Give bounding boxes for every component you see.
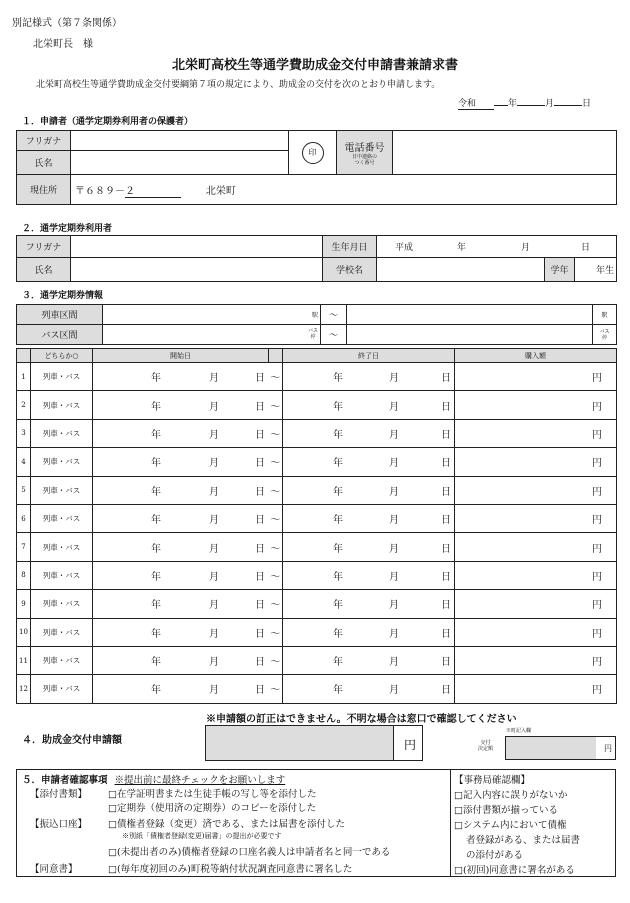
section3-heading: ３．通学定期券情報 — [22, 291, 104, 301]
start-day-label: 日 — [255, 628, 265, 640]
end-day-label: 日 — [441, 515, 451, 527]
pass-row-tilde: ～ — [269, 448, 283, 476]
bank-check-2[interactable]: □(未提出者のみ)債権者登録の口座名義人は申請者名と同一である — [108, 847, 391, 858]
end-year-label: 年 — [333, 515, 343, 527]
end-year-label: 年 — [333, 486, 343, 498]
pass-row-amount[interactable] — [455, 504, 617, 532]
start-year-label: 年 — [151, 486, 161, 498]
amount-yen-label: 円 — [592, 628, 602, 640]
amount-notice: ※申請額の訂正はできません。不明な場合は窓口で確認してください — [206, 714, 517, 725]
applicant-furigana-field[interactable] — [71, 131, 289, 151]
start-month-label: 月 — [209, 486, 219, 498]
start-day-label: 日 — [255, 600, 265, 612]
start-month-label: 月 — [209, 657, 219, 669]
bus-to-stop: バス 停 — [593, 325, 617, 345]
birth-day-label: 日 — [581, 243, 591, 253]
pass-row-start[interactable] — [93, 448, 269, 476]
end-day-label: 日 — [441, 657, 451, 669]
start-year-label: 年 — [151, 571, 161, 583]
grade-field[interactable] — [575, 258, 617, 282]
start-year-label: 年 — [151, 515, 161, 527]
pass-row-tilde: ～ — [269, 675, 283, 703]
pass-choice-header: どちらか○ — [31, 349, 93, 363]
start-month-label: 月 — [209, 373, 219, 385]
pass-row-end[interactable] — [283, 646, 455, 674]
pass-row-number: 7 — [17, 533, 31, 561]
grade-unit: 年生 — [596, 266, 615, 276]
amount-yen-label: 円 — [592, 657, 602, 669]
address-label: 現住所 — [17, 175, 71, 205]
pass-row — [17, 419, 617, 447]
pass-row-type[interactable]: 列車・バス — [31, 419, 93, 447]
birth-month-label: 月 — [521, 243, 531, 253]
end-year-label: 年 — [333, 543, 343, 555]
pass-row — [17, 675, 617, 703]
start-day-label: 日 — [255, 486, 265, 498]
end-month-label: 月 — [389, 571, 399, 583]
pass-row-end[interactable] — [283, 561, 455, 589]
phone-field[interactable] — [393, 131, 617, 175]
bus-to-field[interactable] — [347, 325, 593, 345]
pass-amount-header: 購入額 — [455, 349, 617, 363]
birthdate-field[interactable] — [377, 236, 617, 258]
student-furigana-label: フリガナ — [17, 236, 71, 258]
pass-row-tilde: ～ — [269, 419, 283, 447]
birthdate-label: 生年月日 — [323, 236, 377, 258]
start-month-label: 月 — [209, 685, 219, 697]
pass-row-amount[interactable] — [455, 419, 617, 447]
pass-row-start[interactable] — [93, 561, 269, 589]
pass-row-type[interactable]: 列車・バス — [31, 504, 93, 532]
start-month-label: 月 — [209, 429, 219, 441]
route-table — [16, 304, 617, 345]
start-day-label: 日 — [255, 571, 265, 583]
pass-row-start[interactable] — [93, 419, 269, 447]
end-year-label: 年 — [333, 685, 343, 697]
consent-label: 【同意書】 — [30, 864, 78, 875]
start-year-label: 年 — [151, 401, 161, 413]
pass-row-number: 9 — [17, 590, 31, 618]
amount-box[interactable] — [205, 725, 423, 761]
birth-year-label: 年 — [457, 243, 467, 253]
office-check-2[interactable]: □添付書類が揃っている — [454, 805, 558, 816]
pass-row-type[interactable]: 列車・バス — [31, 448, 93, 476]
grade-label: 学年 — [545, 258, 575, 282]
office-check-3[interactable]: □システム内において債権 — [454, 820, 567, 831]
end-month-label: 月 — [389, 486, 399, 498]
seal-mark: 印 — [302, 142, 324, 164]
pass-row-amount[interactable] — [455, 391, 617, 419]
amount-yen-label: 円 — [592, 429, 602, 441]
end-day-label: 日 — [441, 571, 451, 583]
amount-yen-label: 円 — [592, 685, 602, 697]
pass-row-tilde: ～ — [269, 561, 283, 589]
train-to-station: 駅 — [593, 305, 617, 325]
end-day-label: 日 — [441, 458, 451, 470]
pass-row-end[interactable] — [283, 533, 455, 561]
form-reference: 別記様式（第７条関係） — [12, 18, 122, 29]
pass-row-start[interactable] — [93, 476, 269, 504]
pass-row-number: 11 — [17, 646, 31, 674]
postal-suffix: ２ — [125, 182, 181, 198]
office-check-4[interactable]: □(初回)同意書に署名がある — [454, 865, 575, 876]
start-year-label: 年 — [151, 373, 161, 385]
date-era: 令和 — [458, 96, 494, 110]
section5-heading-note: ※提出前に最終チェックをお願いします — [114, 775, 286, 786]
pass-row-amount[interactable] — [455, 646, 617, 674]
start-year-label: 年 — [151, 458, 161, 470]
amount-yen-label: 円 — [592, 401, 602, 413]
start-day-label: 日 — [255, 429, 265, 441]
pass-row — [17, 391, 617, 419]
bank-note: ※別紙「債権者登録(変更)届書」の提出が必要です — [122, 832, 282, 840]
start-year-label: 年 — [151, 628, 161, 640]
birth-era: 平成 — [395, 243, 414, 253]
amount-yen-label: 円 — [592, 458, 602, 470]
bank-check-1[interactable]: □債権者登録（変更）済である、または届書を添付した — [108, 819, 345, 830]
end-day-label: 日 — [441, 628, 451, 640]
end-year-label: 年 — [333, 628, 343, 640]
pass-row-amount[interactable] — [455, 590, 617, 618]
pass-row-end[interactable] — [283, 391, 455, 419]
start-day-label: 日 — [255, 458, 265, 470]
pass-row-end[interactable] — [283, 363, 455, 391]
attach-label: 【添付書類】 — [30, 789, 88, 800]
pass-row — [17, 646, 617, 674]
pass-row-type[interactable]: 列車・バス — [31, 675, 93, 703]
amount-yen-label: 円 — [592, 486, 602, 498]
office-check-1[interactable]: □記入内容に誤りがないか — [454, 790, 568, 801]
pass-row — [17, 533, 617, 561]
pass-row-number: 12 — [17, 675, 31, 703]
pass-row-number: 3 — [17, 419, 31, 447]
postal-prefix: 〒６８９－ — [75, 185, 125, 197]
amount-yen-label: 円 — [592, 515, 602, 527]
section4-heading: ４．助成金交付申請額 — [22, 735, 122, 746]
end-month-label: 月 — [389, 543, 399, 555]
pass-row — [17, 590, 617, 618]
application-date — [458, 96, 591, 110]
address-field[interactable] — [71, 175, 617, 205]
date-day-label: 日 — [582, 99, 592, 109]
end-day-label: 日 — [441, 429, 451, 441]
start-year-label: 年 — [151, 600, 161, 612]
pass-row-number: 5 — [17, 476, 31, 504]
pass-row-amount[interactable] — [455, 363, 617, 391]
date-month-label: 月 — [545, 99, 555, 109]
start-day-label: 日 — [255, 543, 265, 555]
town-name: 北栄町 — [205, 185, 236, 197]
pass-start-header: 開始日 — [93, 349, 269, 363]
pass-row-number: 2 — [17, 391, 31, 419]
attach-check-2[interactable]: □定期券（使用済の定期券）のコピーを添付した — [108, 803, 317, 814]
pass-row-tilde: ～ — [269, 504, 283, 532]
pass-row-start[interactable] — [93, 363, 269, 391]
pass-row-amount[interactable] — [455, 561, 617, 589]
amount-yen: 円 — [403, 738, 416, 752]
pass-row-start[interactable] — [93, 675, 269, 703]
section5-heading-line — [22, 772, 285, 786]
attach-check-1[interactable]: □在学証明書または生徒手帳の写し等を添付した — [108, 789, 317, 800]
pass-row-tilde: ～ — [269, 533, 283, 561]
bus-tilde: ～ — [321, 325, 347, 345]
end-month-label: 月 — [389, 628, 399, 640]
office-check-3-line3: の添付がある — [466, 850, 524, 861]
intro-text: 北栄町高校生等通学費助成金交付要綱第７項の規定により、助成金の交付を次のとおり申請します。 — [36, 80, 441, 90]
amount-yen-label: 円 — [592, 600, 602, 612]
section5-heading: ５．申請者確認事項 — [22, 775, 108, 786]
phone-label: 電話番号 — [344, 143, 385, 154]
end-month-label: 月 — [389, 373, 399, 385]
pass-row-number: 1 — [17, 363, 31, 391]
pass-row-end[interactable] — [283, 590, 455, 618]
pass-row-start[interactable] — [93, 618, 269, 646]
pass-row-tilde: ～ — [269, 646, 283, 674]
pass-row-tilde: ～ — [269, 590, 283, 618]
end-day-label: 日 — [441, 685, 451, 697]
applicant-name-label: 氏名 — [17, 151, 71, 175]
pass-row-start[interactable] — [93, 504, 269, 532]
end-month-label: 月 — [389, 515, 399, 527]
start-year-label: 年 — [151, 685, 161, 697]
seal-cell — [289, 131, 337, 175]
end-year-label: 年 — [333, 429, 343, 441]
end-month-label: 月 — [389, 657, 399, 669]
pass-row-amount[interactable] — [455, 448, 617, 476]
pass-end-header: 終了日 — [283, 349, 455, 363]
office-check-3-line2: 者登録がある、または届書 — [466, 835, 581, 846]
start-month-label: 月 — [209, 543, 219, 555]
decision-box[interactable] — [505, 736, 616, 760]
pass-row-type[interactable]: 列車・バス — [31, 590, 93, 618]
start-day-label: 日 — [255, 685, 265, 697]
pass-row — [17, 476, 617, 504]
pass-row-number: 8 — [17, 561, 31, 589]
pass-row-amount[interactable] — [455, 618, 617, 646]
start-month-label: 月 — [209, 458, 219, 470]
pass-row-start[interactable] — [93, 533, 269, 561]
start-day-label: 日 — [255, 657, 265, 669]
bank-label: 【振込口座】 — [30, 819, 88, 830]
pass-row — [17, 363, 617, 391]
end-day-label: 日 — [441, 486, 451, 498]
pass-row-amount[interactable] — [455, 533, 617, 561]
end-year-label: 年 — [333, 458, 343, 470]
pass-row-type[interactable]: 列車・バス — [31, 533, 93, 561]
pass-row-number: 4 — [17, 448, 31, 476]
pass-row-tilde: ～ — [269, 476, 283, 504]
phone-label-cell — [337, 131, 393, 175]
end-month-label: 月 — [389, 429, 399, 441]
end-day-label: 日 — [441, 373, 451, 385]
end-month-label: 月 — [389, 458, 399, 470]
section2-heading: ２．通学定期券利用者 — [22, 224, 113, 234]
pass-row — [17, 618, 617, 646]
date-year-label: 年 — [508, 99, 518, 109]
pass-row-tilde: ～ — [269, 363, 283, 391]
amount-yen-label: 円 — [592, 543, 602, 555]
pass-row-number: 10 — [17, 618, 31, 646]
pass-row-tilde: ～ — [269, 391, 283, 419]
office-heading: 【事務局確認欄】 — [454, 775, 531, 786]
pass-row — [17, 504, 617, 532]
consent-check[interactable]: □(毎年度初回のみ)町税等納付状況調査同意書に署名した — [108, 864, 353, 875]
page-title: 北栄町高校生等通学費助成金交付申請書兼請求書 — [171, 58, 458, 73]
pass-row — [17, 561, 617, 589]
end-month-label: 月 — [389, 600, 399, 612]
end-year-label: 年 — [333, 600, 343, 612]
end-day-label: 日 — [441, 600, 451, 612]
pass-row-number: 6 — [17, 504, 31, 532]
end-year-label: 年 — [333, 373, 343, 385]
applicant-name-field[interactable] — [71, 151, 289, 175]
amount-yen-label: 円 — [592, 373, 602, 385]
pass-row-start[interactable] — [93, 590, 269, 618]
start-month-label: 月 — [209, 401, 219, 413]
end-year-label: 年 — [333, 571, 343, 583]
train-from-field[interactable]: 駅 — [103, 305, 321, 325]
decision-label: 交付 決定額 — [478, 740, 494, 752]
decision-field[interactable] — [506, 737, 596, 759]
start-year-label: 年 — [151, 657, 161, 669]
applicant-table — [16, 130, 617, 205]
bus-from-field[interactable]: バス 停 — [103, 325, 321, 345]
pass-row-tilde: ～ — [269, 618, 283, 646]
student-table — [16, 235, 617, 282]
start-month-label: 月 — [209, 515, 219, 527]
pass-row-start[interactable] — [93, 646, 269, 674]
pass-row-type[interactable]: 列車・バス — [31, 561, 93, 589]
pass-row-amount[interactable] — [455, 675, 617, 703]
start-month-label: 月 — [209, 628, 219, 640]
pass-row-type[interactable]: 列車・バス — [31, 618, 93, 646]
start-month-label: 月 — [209, 571, 219, 583]
train-tilde: ～ — [321, 305, 347, 325]
amount-yen-label: 円 — [592, 571, 602, 583]
pass-table — [16, 348, 617, 704]
student-name-label: 氏名 — [17, 258, 71, 282]
start-day-label: 日 — [255, 515, 265, 527]
applicant-furigana-label: フリガナ — [17, 131, 71, 151]
pass-no-header — [17, 349, 31, 363]
pass-row-type[interactable]: 列車・バス — [31, 476, 93, 504]
pass-row-end[interactable] — [283, 618, 455, 646]
amount-field[interactable] — [206, 726, 394, 760]
end-month-label: 月 — [389, 685, 399, 697]
train-route-label: 列車区間 — [17, 305, 103, 325]
pass-row-end[interactable] — [283, 675, 455, 703]
end-day-label: 日 — [441, 543, 451, 555]
pass-row-start[interactable] — [93, 391, 269, 419]
phone-note: 日中連絡の つく番号 — [351, 154, 377, 166]
pass-row-end[interactable] — [283, 504, 455, 532]
pass-row-end[interactable] — [283, 448, 455, 476]
bus-route-label: バス区間 — [17, 325, 103, 345]
section1-heading: １．申請者（通学定期券利用者の保護者） — [22, 117, 194, 127]
end-year-label: 年 — [333, 657, 343, 669]
office-note: ※町記入欄 — [506, 728, 532, 734]
end-day-label: 日 — [441, 401, 451, 413]
pass-row-type[interactable]: 列車・バス — [31, 391, 93, 419]
pass-row-amount[interactable] — [455, 476, 617, 504]
student-furigana-field[interactable] — [71, 236, 323, 258]
addressee: 北栄町長 様 — [33, 39, 93, 50]
pass-row-end[interactable] — [283, 419, 455, 447]
pass-row-type[interactable]: 列車・バス — [31, 363, 93, 391]
pass-row-type[interactable]: 列車・バス — [31, 646, 93, 674]
school-field[interactable] — [377, 258, 545, 282]
start-day-label: 日 — [255, 401, 265, 413]
start-month-label: 月 — [209, 600, 219, 612]
start-day-label: 日 — [255, 373, 265, 385]
end-year-label: 年 — [333, 401, 343, 413]
school-label: 学校名 — [323, 258, 377, 282]
train-to-field[interactable] — [347, 305, 593, 325]
start-year-label: 年 — [151, 543, 161, 555]
pass-row-end[interactable] — [283, 476, 455, 504]
student-name-field[interactable] — [71, 258, 323, 282]
pass-row — [17, 448, 617, 476]
start-year-label: 年 — [151, 429, 161, 441]
decision-yen: 円 — [604, 744, 612, 753]
end-month-label: 月 — [389, 401, 399, 413]
